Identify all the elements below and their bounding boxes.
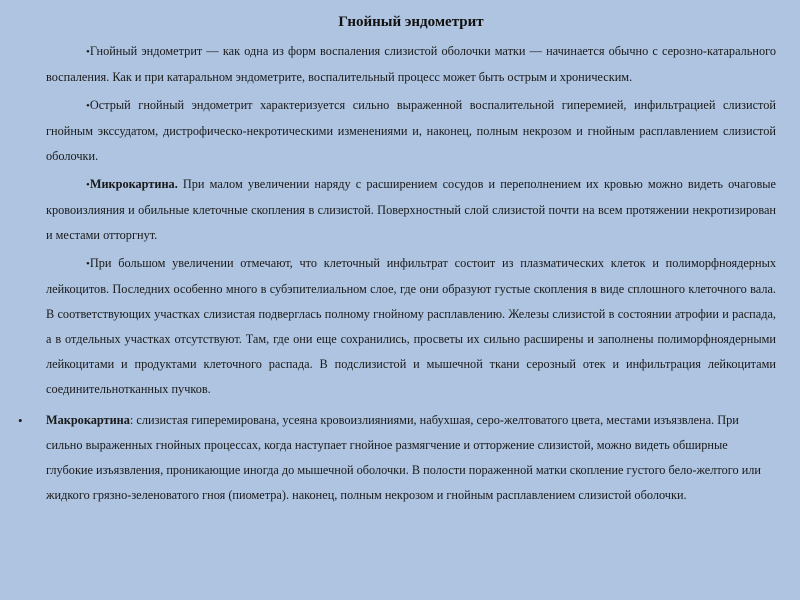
bullet: • bbox=[86, 100, 90, 112]
paragraph-macro bbox=[18, 408, 776, 508]
bullet: • bbox=[86, 258, 90, 270]
paragraph-lead: Макрокартина bbox=[46, 413, 130, 427]
bullet: • bbox=[18, 413, 23, 428]
bullet: • bbox=[86, 179, 90, 191]
paragraph-text: При большом увеличении отмечают, что клеточный инфильтрат состоит из плазматических клеток и полиморфноядерных лейкоцитов. Последних особенно много в субэпителиальном слое, где они образуют густые скопления в виде сплошного клеточного вала. В соответствующих участках слизистая подверглась полному гнойному расплавлению. Железы слизистой в состоянии атрофии и распада, а в отдельных участках отсутствуют. Там, где они еще сохранились, просветы их сильно расширены и заполнены полиморфноядерными лейкоцитами и продуктами клеточного распада. В подслизистой и мышечной ткани серозный отек и инфильтрация лейкоцитами соединительнотканных пучков. bbox=[46, 256, 776, 396]
paragraph-acute bbox=[46, 93, 776, 169]
paragraph-lead: Микрокартина. bbox=[89, 177, 178, 191]
paragraph-text: Острый гнойный эндометрит характеризуется сильно выраженной воспалительной гиперемией, инфильтрацией слизистой гнойным экссудатом, дистрофическо-некротическими изменениями и, наконец, полным некрозом и гнойным расплавлением слизистой оболочки. bbox=[46, 98, 776, 163]
paragraph-intro bbox=[46, 39, 776, 90]
paragraph-text: При малом увеличении наряду с расширением сосудов и переполнением их кровью можно видеть очаговые кровоизлияния и обильные клеточные скопления в слизистой. Поверхностный слой слизистой почти на всем протяжении некротизирован и местами отторгнут. bbox=[46, 177, 776, 242]
bullet: • bbox=[86, 46, 90, 58]
paragraph-text: Гнойный эндометрит — как одна из форм воспаления слизистой оболочки матки — начинается обычно с серозно-катарального воспаления. Как и при катаральном эндометрите, воспалительный процесс может быть острым и хроническим. bbox=[46, 44, 776, 84]
paragraph-micro bbox=[46, 172, 776, 248]
paragraph-high-magnification bbox=[46, 251, 776, 402]
paragraph-text: : слизистая гиперемирована, усеяна кровоизлияниями, набухшая, серо-желтоватого цвета, местами изъязвлена. При сильно выраженных гнойных процессах, когда наступает гнойное размягчение и отторжение слизистой, можно видеть обширные глубокие изъязвления, проникающие иногда до мышечной оболочки. В полости пораженной матки скопление густого бело-желтого или жидкого грязно-зеленоватого гноя (пиометра). наконец, полным некрозом и гнойным расплавлением слизистой оболочки. bbox=[46, 413, 762, 502]
slide-title: Гнойный эндометрит bbox=[338, 14, 484, 30]
